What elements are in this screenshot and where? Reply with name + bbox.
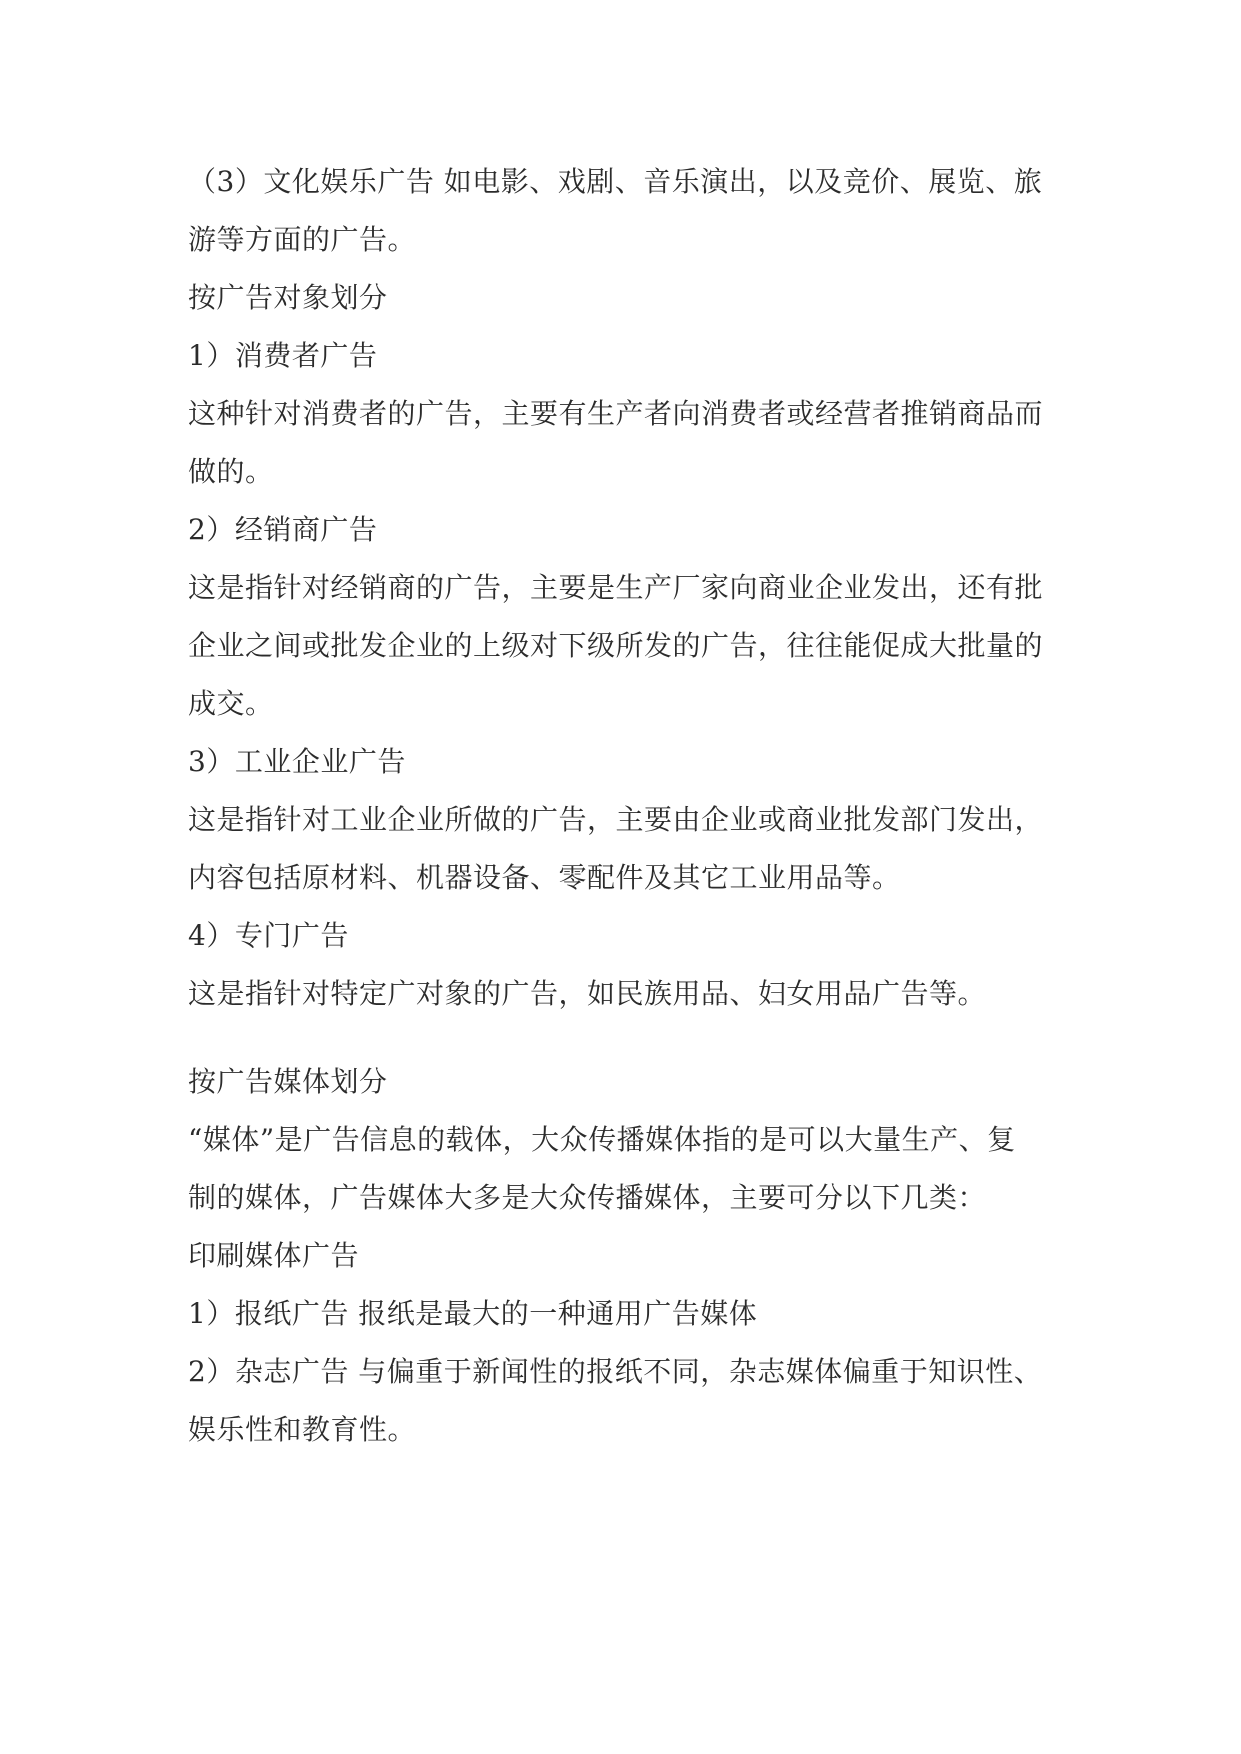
text-line: 这是指针对经销商的广告，主要是生产厂家向商业企业发出，还有批 [188, 571, 1044, 604]
section-heading: 印刷媒体广告 [188, 1239, 360, 1272]
list-item-heading: 1）消费者广告 [188, 339, 378, 372]
section-heading: 按广告媒体划分 [188, 1065, 388, 1098]
text-line: 游等方面的广告。 [188, 223, 417, 256]
text-line: 企业之间或批发企业的上级对下级所发的广告，往往能促成大批量的 [188, 629, 1044, 662]
text-line: 这种针对消费者的广告，主要有生产者向消费者或经营者推销商品而 [188, 397, 1044, 430]
text-line: （3）文化娱乐广告 如电影、戏剧、音乐演出，以及竞价、展览、旅 [188, 165, 1043, 198]
list-item-heading: 2）经销商广告 [188, 513, 378, 546]
text-line: 内容包括原材料、机器设备、零配件及其它工业用品等。 [188, 861, 901, 894]
text-line: 1）报纸广告 报纸是最大的一种通用广告媒体 [188, 1297, 758, 1330]
text-line: 这是指针对工业企业所做的广告，主要由企业或商业批发部门发出， [188, 803, 1044, 836]
text-line: 制的媒体，广告媒体大多是大众传播媒体，主要可分以下几类： [188, 1181, 987, 1214]
text-line: 2）杂志广告 与偏重于新闻性的报纸不同，杂志媒体偏重于知识性、 [188, 1355, 1043, 1388]
text-line: 娱乐性和教育性。 [188, 1413, 417, 1446]
section-heading: 按广告对象划分 [188, 281, 388, 314]
text-line: “媒体”是广告信息的载体，大众传播媒体指的是可以大量生产、复 [188, 1123, 1016, 1156]
list-item-heading: 3）工业企业广告 [188, 745, 406, 778]
text-line: 做的。 [188, 455, 274, 488]
list-item-heading: 4）专门广告 [188, 919, 349, 952]
text-line: 成交。 [188, 687, 274, 720]
text-line: 这是指针对特定广对象的广告，如民族用品、妇女用品广告等。 [188, 977, 987, 1010]
